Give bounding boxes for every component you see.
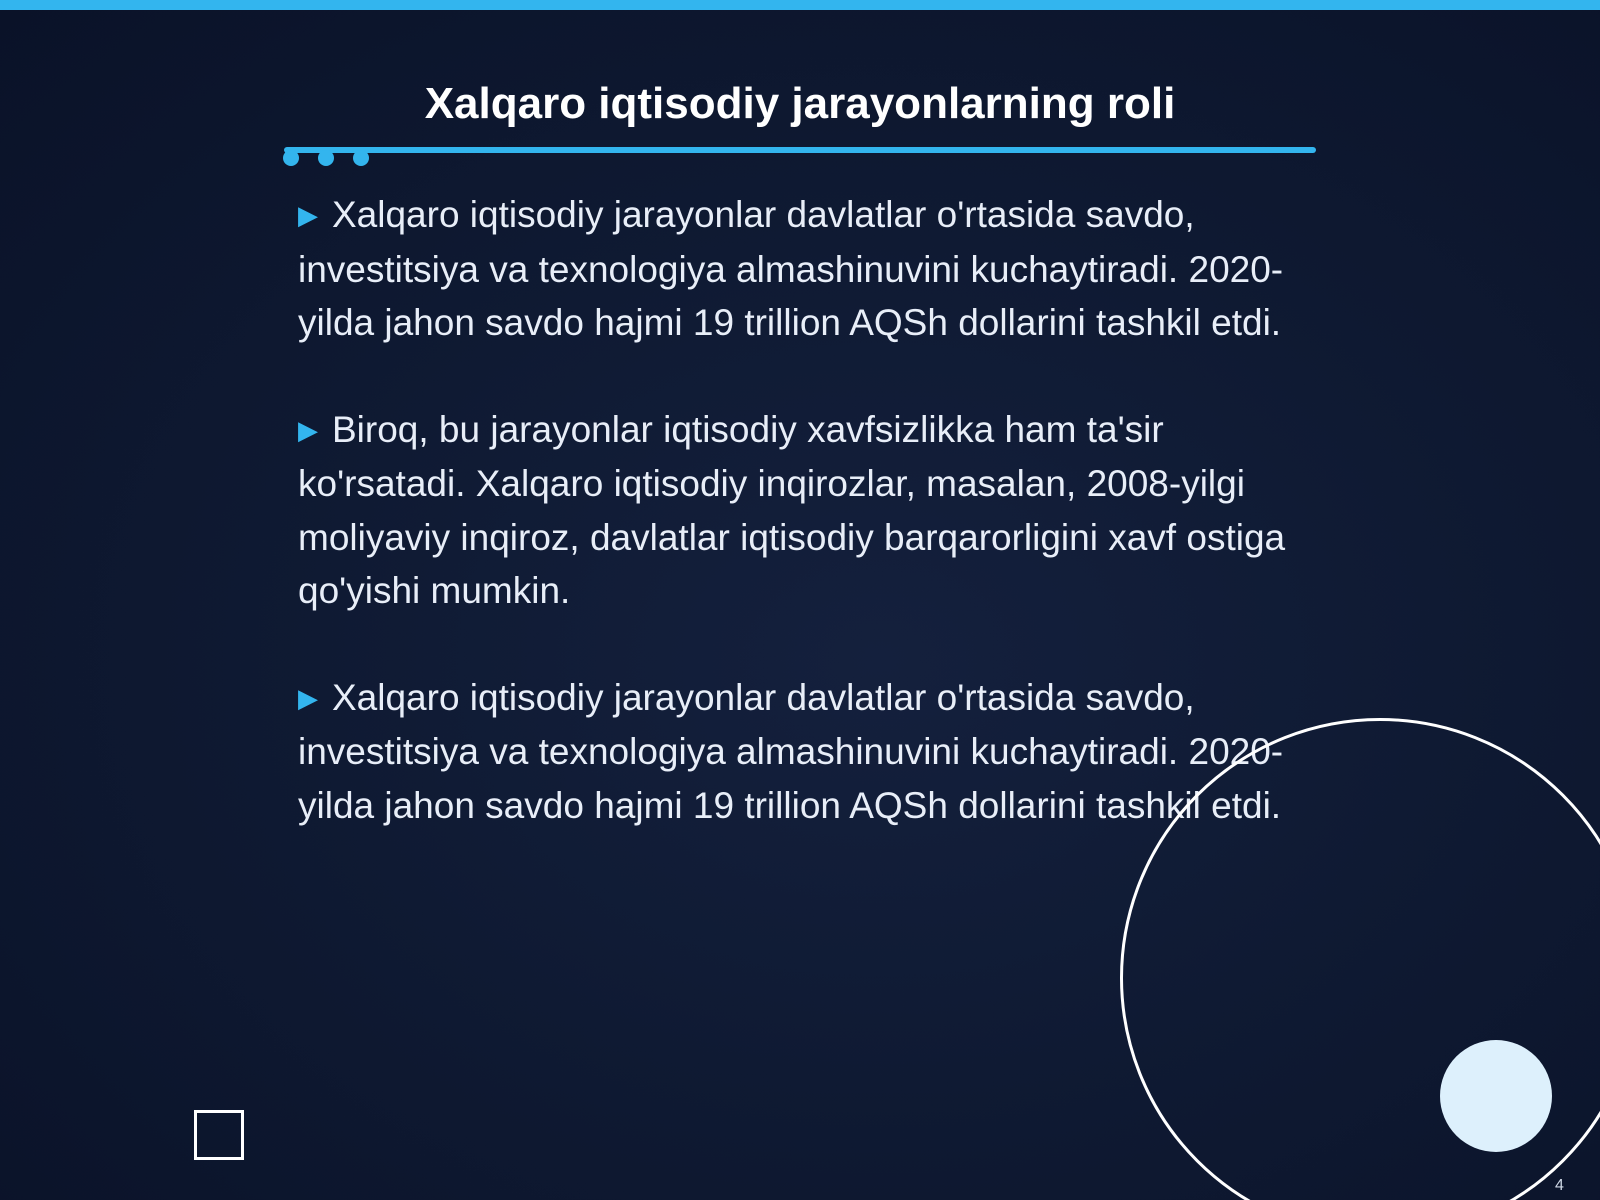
triangle-bullet-icon: ▶ (298, 200, 318, 230)
bullet-text: Xalqaro iqtisodiy jarayonlar davlatlar o'rtasida savdo, investitsiya va texnologiya almashinuvini kuchaytiradi. 2020-yilda jahon savdo hajmi 19 trillion AQSh dollarini tashkil etdi. (298, 194, 1284, 343)
decorative-square-outline (194, 1110, 244, 1160)
triangle-bullet-icon: ▶ (298, 414, 318, 445)
title-underline (284, 147, 1316, 153)
bullet-item (298, 671, 1308, 833)
page-number: 4 (1555, 1177, 1564, 1194)
bullet-item (298, 188, 1308, 350)
bullet-list (298, 188, 1308, 885)
triangle-bullet-icon: ▶ (298, 682, 318, 713)
slide-title: Xalqaro iqtisodiy jarayonlarning roli (424, 79, 1176, 128)
bullet-text: Biroq, bu jarayonlar iqtisodiy xavfsizlikka ham ta'sir ko'rsatadi. Xalqaro iqtisodiy inqirozlar, masalan, 2008-yilgi moliyaviy inqiroz, davlatlar iqtisodiy barqarorligini xavf ostiga qo'yishi mumkin. (298, 408, 1286, 611)
decorative-dot (353, 150, 369, 166)
decorative-dot (283, 150, 299, 166)
bullet-text: Xalqaro iqtisodiy jarayonlar davlatlar o'rtasida savdo, investitsiya va texnologiya almashinuvini kuchaytiradi. 2020-yilda jahon savdo hajmi 19 trillion AQSh dollarini tashkil etdi. (298, 676, 1284, 826)
top-accent-bar (0, 0, 1600, 10)
decorative-circle-filled (1440, 1040, 1552, 1152)
bullet-item (298, 403, 1308, 618)
decorative-dot (318, 150, 334, 166)
